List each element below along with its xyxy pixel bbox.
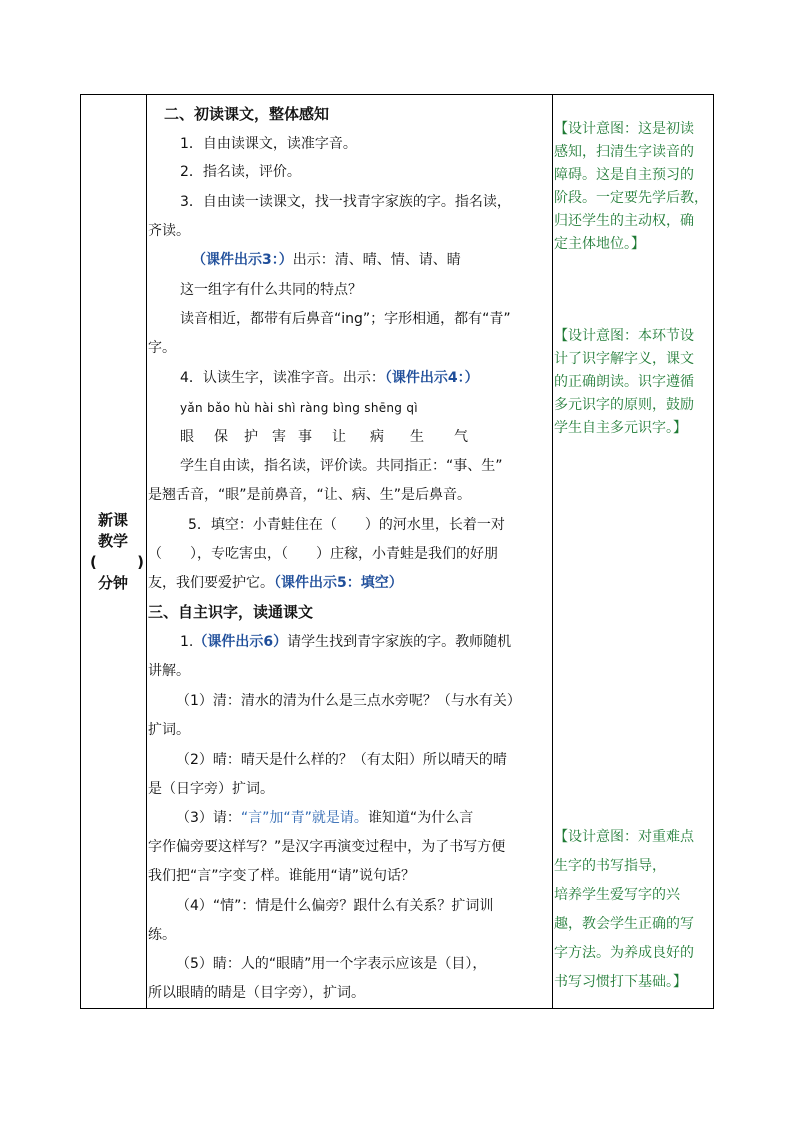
item5-line3-text: 友，我们要爱护它。 [148,575,274,591]
courseware6-label: （课件出示6） [193,634,288,650]
section3-item1 [180,632,511,652]
hanzi-yan: 眼 [180,429,194,445]
point3-rest: 谁知道“为什么言 [367,810,474,826]
point3-highlight: “言”加“青”就是请。 [240,810,368,826]
point3-line3: 我们把“言”字变了样。谁能用“请”说句话？ [148,868,416,884]
item5-line1: 5．填空：小青蛙住在（ ）的河水里，长着一对 [188,517,505,533]
section3-item1-text: 请学生找到青字家族的字。教师随机 [287,634,512,650]
design-note-1-line: 阶段。一定要先学后教， [554,190,708,206]
stage-label-line1: 新课 [97,511,128,529]
section2-item3: 3．自由读一读课文，找一找青字家族的字。指名读， [180,194,511,210]
design-note-1-line: 定主体地位。】 [554,236,645,252]
design-note-1-line: 归还学生的主动权，确 [554,213,694,229]
design-note-3-line: 生字的书写指导， [554,858,666,874]
design-note-3-line: 书写习惯打下基础。】 [554,974,687,990]
design-note-2-line: 学生自主多元识字。】 [554,420,687,436]
point3-prefix: （3）请： [176,810,241,826]
pinyin-sheng: shēng [364,401,403,415]
stage-label-minutes-blank: ( ) [90,553,144,571]
design-note-1 [554,118,716,256]
courseware3-label: （课件出示3：） [192,252,293,268]
design-note-2-line: 计了识字解字义，课文 [554,351,694,367]
item5-line2: （ ），专吃害虫，（ ）庄稼，小青蛙是我们的好朋 [148,546,498,562]
pinyin-hai: hài [254,401,274,415]
point5-line1: （5）睛：人的“眼睛”用一个字表示应该是（目）， [176,956,487,972]
pinyin-bao: bǎo [207,401,231,415]
stage-label-line4: 分钟 [97,574,128,592]
hanzi-hai: 害 [272,429,286,445]
section2-item3-cont: 齐读。 [148,223,190,239]
design-note-2-line: 的正确朗读。识字遵循 [554,374,694,390]
stage-label-line2: 教学 [97,532,128,550]
pinyin-yan: yǎn [180,401,203,415]
hanzi-qi: 气 [454,429,468,445]
design-note-2-line: 多元识字的原则，鼓励 [554,397,694,413]
section2-heading: 二、初读课文，整体感知 [164,105,330,123]
point3-line2: 字作偏旁要这样写？”是汉字再演变过程中，为了书写方便 [148,839,506,855]
eval-line2: 是翘舌音，“眼”是前鼻音，“让、病、生”是后鼻音。 [148,487,472,503]
point4-line2: 练。 [148,927,176,943]
design-note-3-line: 培养学生爱写字的兴 [554,887,680,903]
point1-line1: （1）清：清水的清为什么是三点水旁呢？（与水有关） [176,693,521,709]
eval-line1: 学生自由读，指名读，评价读。共同指正：“事、生” [180,458,503,474]
point2-line1: （2）晴：晴天是什么样的？（有太阳）所以晴天的晴 [176,752,507,768]
courseware3-text: 出示：清、晴、情、请、睛 [292,252,461,268]
question-text: 这一组字有什么共同的特点？ [180,282,362,298]
point1-line2: 扩词。 [148,722,190,738]
section2-item1: 1．自由读课文，读准字音。 [180,136,357,152]
hanzi-hu: 护 [244,429,258,445]
design-note-3-line: 趣，教会学生正确的写 [554,916,694,932]
hanzi-sheng: 生 [410,429,424,445]
section3-item1-cont: 讲解。 [148,663,190,679]
pinyin-shi: shì [277,401,296,415]
design-note-3-line: 字方法。为养成良好的 [554,945,694,961]
pinyin-hu: hù [234,401,251,415]
design-note-1-line: 感知，扫清生字读音的 [554,144,694,160]
section2-item2: 2．指名读，评价。 [180,164,301,180]
hanzi-rang: 让 [332,429,346,445]
answer-line1: 读音相近，都带有后鼻音“ing”；字形相通，都有“青” [180,311,511,327]
design-note-2-line: 【设计意图：本环节设 [554,328,694,344]
design-note-3-line: 【设计意图：对重难点 [554,829,694,845]
stage-label [80,510,146,594]
table-divider-1 [146,95,147,1008]
pinyin-row [180,398,418,418]
point4-line1: （4）“情”：情是什么偏旁？跟什么有关系？扩词训 [176,898,494,914]
hanzi-bing: 病 [370,429,384,445]
point2-line2: 是（日字旁）扩词。 [148,781,274,797]
item4-text: 4．认读生字，读准字音。出示： [180,370,385,386]
courseware3-line [192,250,461,270]
design-note-3 [554,823,716,997]
pinyin-rang: ràng [299,401,329,415]
answer-line2: 字。 [148,340,176,356]
courseware5-label: （课件出示5：填空） [274,575,403,591]
courseware4-label: （课件出示4：） [384,370,479,386]
item5-line3 [148,573,403,593]
pinyin-qi: qì [406,401,418,415]
table-divider-2 [552,95,553,1008]
pinyin-bing: bìng [332,401,361,415]
section3-item1-prefix: 1. [180,634,194,650]
item4-line [180,368,479,388]
design-note-1-line: 【设计意图：这是初读 [554,121,694,137]
hanzi-shi: 事 [298,429,312,445]
design-note-2 [554,325,716,440]
section3-heading: 三、自主识字，读通课文 [148,603,314,621]
point3-line1 [176,808,473,828]
design-note-1-line: 障碍。这是自主预习的 [554,167,694,183]
hanzi-bao: 保 [214,429,228,445]
point5-line2: 所以眼睛的睛是（目字旁），扩词。 [148,985,365,1001]
